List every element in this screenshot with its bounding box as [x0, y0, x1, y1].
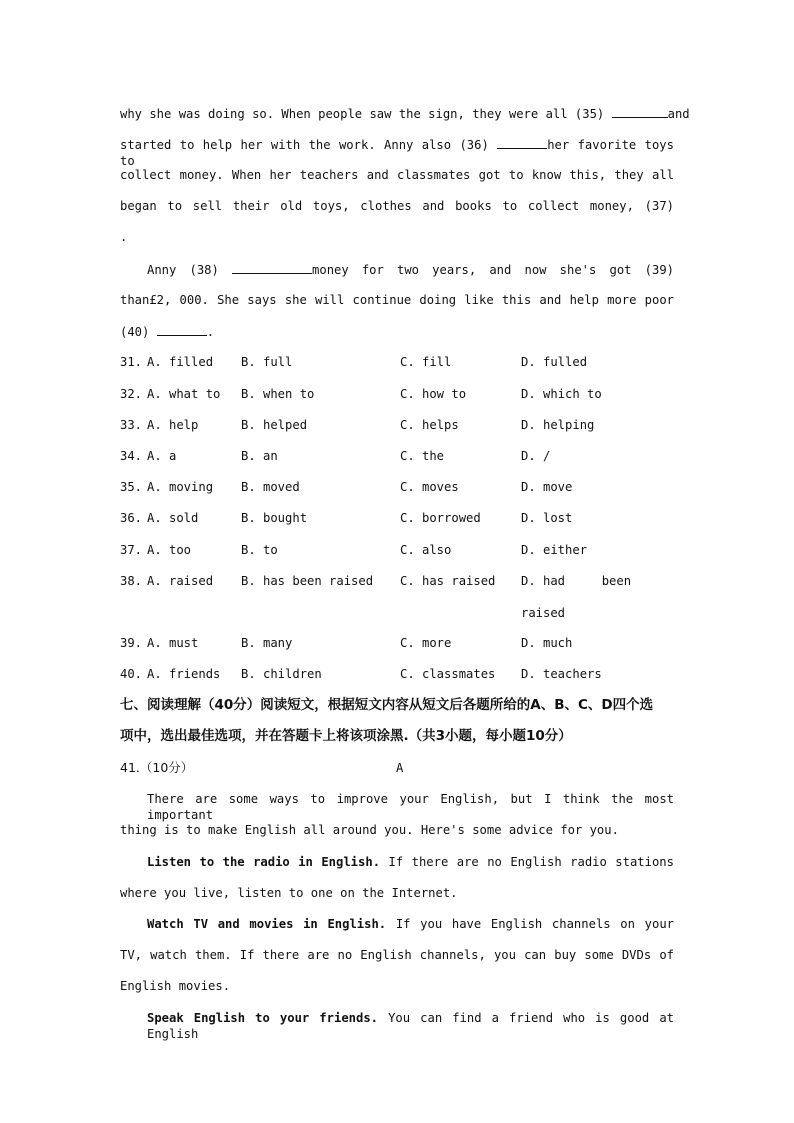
option-d: D. fulled — [521, 355, 588, 369]
option-b: B. helped — [241, 418, 308, 432]
question-number: 32. — [120, 387, 143, 401]
question-number: 38. — [120, 574, 143, 588]
reading-line: where you live, listen to one on the Internet. — [120, 886, 458, 900]
option-c: C. the — [400, 449, 445, 463]
reading-line: thing is to make English all around you. Here's some advice for you. — [120, 823, 619, 837]
reading-line: TV, watch them. If there are no English channels, you can buy some DVDs of — [120, 948, 674, 962]
passage-text: money for two years, and now she's got (39) — [312, 263, 675, 277]
option-b: B. children — [241, 667, 322, 681]
option-a: A. friends — [147, 667, 221, 681]
passage-text: (40) — [120, 325, 150, 339]
passage-text: her favorite toys to — [120, 138, 674, 168]
passage-text: . — [206, 325, 215, 339]
advice-heading: Watch TV and movies in English. — [147, 917, 387, 931]
option-b: B. many — [241, 636, 293, 650]
question-41-label: 41.（10分） — [120, 760, 194, 775]
option-b: B. to — [241, 543, 278, 557]
option-a: A. moving — [147, 480, 214, 494]
reading-text: You can find a friend who is good at English — [147, 1011, 674, 1041]
reading-text: If you have English channels on your — [386, 917, 674, 931]
option-c: C. also — [400, 543, 452, 557]
passage-text: and — [667, 107, 690, 121]
reading-line — [147, 854, 674, 870]
option-b: B. when to — [241, 387, 315, 401]
option-b: B. moved — [241, 480, 300, 494]
passage-line: collect money. When her teachers and classmates got to know this, they all — [120, 168, 674, 182]
option-a: A. sold — [147, 511, 199, 525]
option-c: C. classmates — [400, 667, 496, 681]
answer-blank-40 — [157, 323, 207, 336]
reading-line: English movies. — [120, 979, 231, 993]
option-a: A. help — [147, 418, 199, 432]
question-number: 36. — [120, 511, 143, 525]
passage-line: began to sell their old toys, clothes and books to collect money, (37) — [120, 199, 674, 213]
option-d: D. teachers — [521, 667, 602, 681]
question-number: 37. — [120, 543, 143, 557]
passage-line — [147, 261, 674, 278]
option-a: A. must — [147, 636, 199, 650]
passage-line: than£2, 000. She says she will continue doing like this and help more poor — [120, 293, 674, 307]
advice-heading: Listen to the radio in English. — [147, 855, 381, 869]
passage-text: why she was doing so. When people saw the sign, they were all (35) — [120, 107, 605, 121]
option-a: A. a — [147, 449, 177, 463]
answer-blank-35 — [612, 105, 668, 118]
option-b: B. an — [241, 449, 278, 463]
passage-line — [120, 323, 674, 340]
option-d: D. which to — [521, 387, 602, 401]
passage-line — [120, 105, 690, 122]
option-b: B. full — [241, 355, 293, 369]
option-d: D. helping — [521, 418, 595, 432]
option-c: C. more — [400, 636, 452, 650]
answer-blank-38 — [232, 261, 312, 274]
option-d-continued: raised — [521, 606, 566, 620]
option-a: A. raised — [147, 574, 214, 588]
question-number: 40. — [120, 667, 143, 681]
option-c: C. helps — [400, 418, 459, 432]
option-d: D. move — [521, 480, 573, 494]
section-heading: 七、阅读理解（40分）阅读短文，根据短文内容从短文后各题所给的A、B、C、D四个选 — [120, 697, 654, 713]
passage-label: A — [396, 761, 404, 775]
option-d: D. lost — [521, 511, 573, 525]
section-heading: 项中，选出最佳选项，并在答题卡上将该项涂黑.（共3小题，每小题10分） — [120, 728, 572, 744]
reading-line — [147, 916, 674, 932]
question-number: 34. — [120, 449, 143, 463]
option-c: C. how to — [400, 387, 467, 401]
question-number: 31. — [120, 355, 143, 369]
question-number: 33. — [120, 418, 143, 432]
option-d: D. either — [521, 543, 588, 557]
option-c: C. has raised — [400, 574, 496, 588]
passage-text: Anny (38) — [147, 263, 219, 277]
option-a: A. filled — [147, 355, 214, 369]
option-d: D. / — [521, 449, 551, 463]
reading-text: If there are no English radio stations — [380, 855, 674, 869]
option-d: D. much — [521, 636, 573, 650]
option-c: C. borrowed — [400, 511, 481, 525]
option-b: B. has been raised — [241, 574, 374, 588]
question-number: 35. — [120, 480, 143, 494]
advice-heading: Speak English to your friends. — [147, 1011, 379, 1025]
question-number: 39. — [120, 636, 143, 650]
passage-line: . — [120, 230, 128, 244]
option-a: A. too — [147, 543, 192, 557]
option-b: B. bought — [241, 511, 308, 525]
passage-line — [120, 136, 674, 169]
option-c: C. moves — [400, 480, 459, 494]
answer-blank-36 — [497, 136, 547, 149]
option-a: A. what to — [147, 387, 221, 401]
passage-text: started to help her with the work. Anny also (36) — [120, 138, 489, 152]
reading-line — [147, 1010, 674, 1042]
option-d: D. had been — [521, 574, 632, 588]
reading-line: There are some ways to improve your English, but I think the most important — [147, 792, 674, 822]
option-c: C. fill — [400, 355, 452, 369]
